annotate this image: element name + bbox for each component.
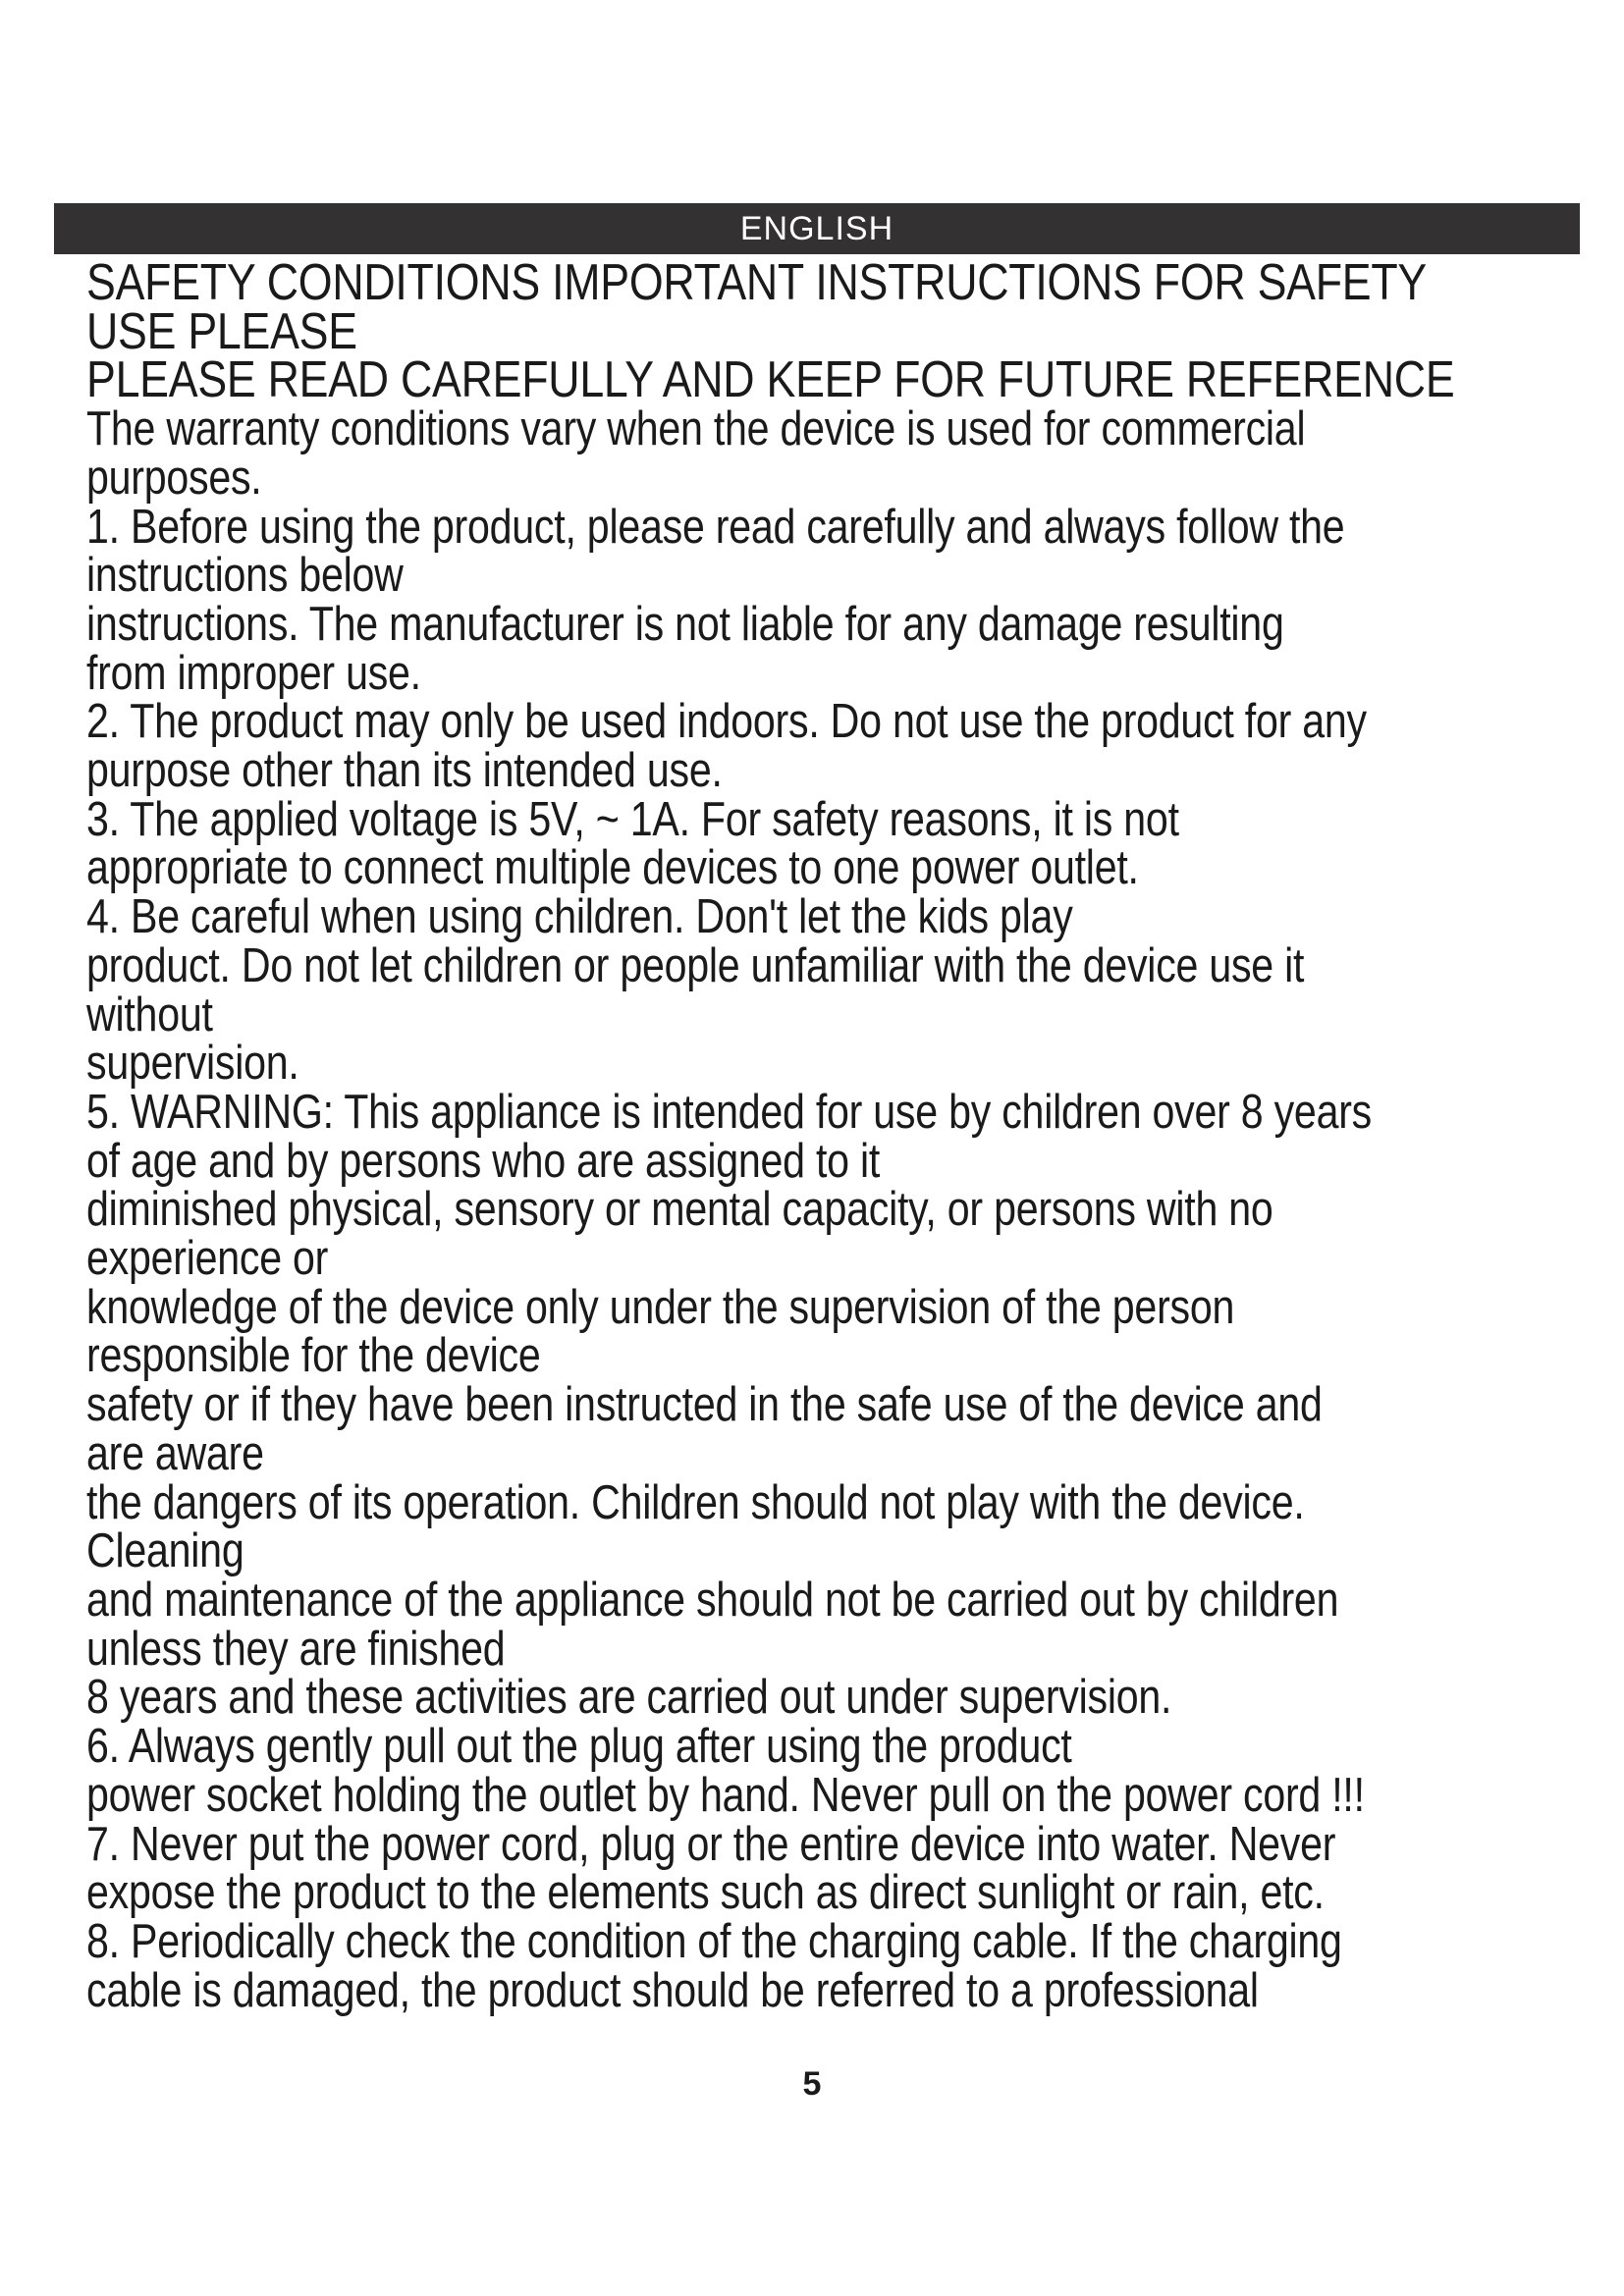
doc-line: 3. The applied voltage is 5V, ~ 1A. For safety reasons, it is not	[86, 792, 1179, 846]
doc-line: experience or	[86, 1232, 329, 1286]
language-header-bar	[54, 203, 1580, 254]
doc-line: 4. Be careful when using children. Don't let the kids play	[86, 890, 1073, 944]
page-number: 5	[802, 2065, 822, 2103]
doc-line: power socket holding the outlet by hand. Never pull on the power cord !!!	[86, 1768, 1365, 1822]
document-body	[86, 254, 1559, 2017]
language-label: ENGLISH	[739, 210, 894, 247]
doc-line: 7. Never put the power cord, plug or the entire device into water. Never	[86, 1817, 1336, 1871]
doc-line: safety or if they have been instructed in the safe use of the device and	[86, 1378, 1323, 1432]
doc-line: instructions. The manufacturer is not liable for any damage resulting	[86, 597, 1284, 651]
doc-line: 2. The product may only be used indoors. Do not use the product for any	[86, 695, 1367, 749]
doc-line: and maintenance of the appliance should not be carried out by children	[86, 1573, 1339, 1627]
doc-line: unless they are finished	[86, 1622, 506, 1676]
doc-line: cable is damaged, the product should be referred to a professional	[86, 1963, 1259, 2017]
doc-line: PLEASE READ CAREFULLY AND KEEP FOR FUTURE REFERENCE	[86, 351, 1455, 409]
doc-line: diminished physical, sensory or mental capacity, or persons with no	[86, 1183, 1273, 1237]
doc-line: appropriate to connect multiple devices to one power outlet.	[86, 841, 1139, 895]
doc-line: knowledge of the device only under the supervision of the person	[86, 1280, 1235, 1334]
doc-line: the dangers of its operation. Children should not play with the device.	[86, 1475, 1305, 1529]
doc-line: purposes.	[86, 451, 262, 505]
doc-line: The warranty conditions vary when the device is used for commercial	[86, 402, 1306, 456]
doc-line: without	[86, 988, 213, 1041]
doc-line: SAFETY CONDITIONS IMPORTANT INSTRUCTIONS FOR SAFETY	[86, 254, 1428, 311]
doc-line: 6. Always gently pull out the plug after using the product	[86, 1720, 1072, 1774]
doc-line: purpose other than its intended use.	[86, 744, 723, 798]
doc-line: of age and by persons who are assigned to it	[86, 1134, 881, 1188]
doc-line: Cleaning	[86, 1524, 244, 1578]
doc-line: responsible for the device	[86, 1329, 541, 1383]
doc-line: 1. Before using the product, please read carefully and always follow the	[86, 500, 1345, 554]
doc-line: USE PLEASE	[86, 302, 357, 360]
doc-line: from improper use.	[86, 646, 421, 700]
doc-line: supervision.	[86, 1037, 299, 1091]
doc-line: 8 years and these activities are carried out under supervision.	[86, 1671, 1172, 1725]
doc-line: 5. WARNING: This appliance is intended for use by children over 8 years	[86, 1085, 1373, 1139]
doc-line: are aware	[86, 1426, 264, 1480]
doc-line: expose the product to the elements such as direct sunlight or rain, etc.	[86, 1866, 1325, 1920]
doc-line: instructions below	[86, 549, 404, 603]
doc-line: 8. Periodically check the condition of the charging cable. If the charging	[86, 1914, 1342, 1968]
doc-line: product. Do not let children or people unfamiliar with the device use it	[86, 938, 1305, 992]
